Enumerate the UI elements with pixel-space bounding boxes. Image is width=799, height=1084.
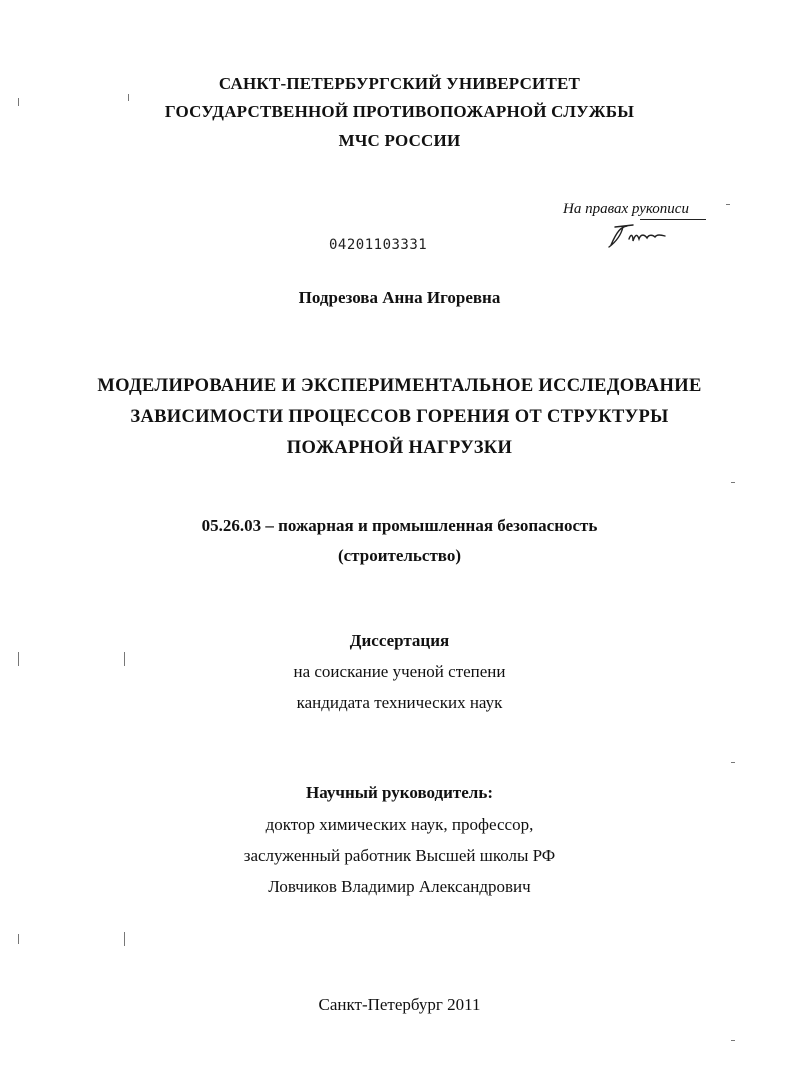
- place-and-year: Санкт-Петербург 2011: [318, 995, 481, 1014]
- scan-speck: [124, 932, 125, 946]
- scan-speck: [18, 652, 19, 666]
- scan-speck: [128, 94, 129, 101]
- author-name: Подрезова Анна Игоревна: [298, 288, 501, 307]
- title-line-1: МОДЕЛИРОВАНИЕ И ЭКСПЕРИМЕНТАЛЬНОЕ ИССЛЕДОВАНИЕ: [97, 376, 702, 396]
- scan-speck: [18, 934, 19, 944]
- specialty-code: 05.26.03 – пожарная и промышленная безопасность: [201, 516, 598, 535]
- institution-line-3: МЧС РОССИИ: [338, 131, 461, 150]
- advisor-heading: Научный руководитель:: [306, 783, 493, 802]
- degree-line-1: на соискание ученой степени: [293, 662, 506, 681]
- title-line-2: ЗАВИСИМОСТИ ПРОЦЕССОВ ГОРЕНИЯ ОТ СТРУКТУРЫ: [130, 407, 669, 427]
- institution-line-2: ГОСУДАРСТВЕННОЙ ПРОТИВОПОЖАРНОЙ СЛУЖБЫ: [164, 102, 635, 121]
- scan-speck: [731, 482, 735, 483]
- scan-speck: [726, 204, 730, 205]
- catalog-number: 04201103331: [329, 237, 428, 253]
- advisor-line-2: заслуженный работник Высшей школы РФ: [243, 846, 556, 865]
- advisor-line-1: доктор химических наук, профессор,: [265, 815, 534, 834]
- degree-heading: Диссертация: [349, 631, 450, 650]
- scan-speck: [731, 1040, 735, 1041]
- manuscript-underline: [640, 219, 706, 220]
- scan-speck: [124, 652, 125, 666]
- title-line-3: ПОЖАРНОЙ НАГРУЗКИ: [286, 438, 513, 458]
- specialty-field: (строительство): [337, 546, 462, 565]
- scan-speck: [18, 98, 19, 106]
- signature-icon: [603, 221, 683, 251]
- advisor-name: Ловчиков Владимир Александрович: [268, 877, 531, 896]
- institution-line-1: САНКТ-ПЕТЕРБУРГСКИЙ УНИВЕРСИТЕТ: [218, 74, 581, 93]
- manuscript-rights-note: На правах рукописи: [563, 201, 689, 217]
- degree-line-2: кандидата технических наук: [296, 693, 503, 712]
- scan-speck: [731, 762, 735, 763]
